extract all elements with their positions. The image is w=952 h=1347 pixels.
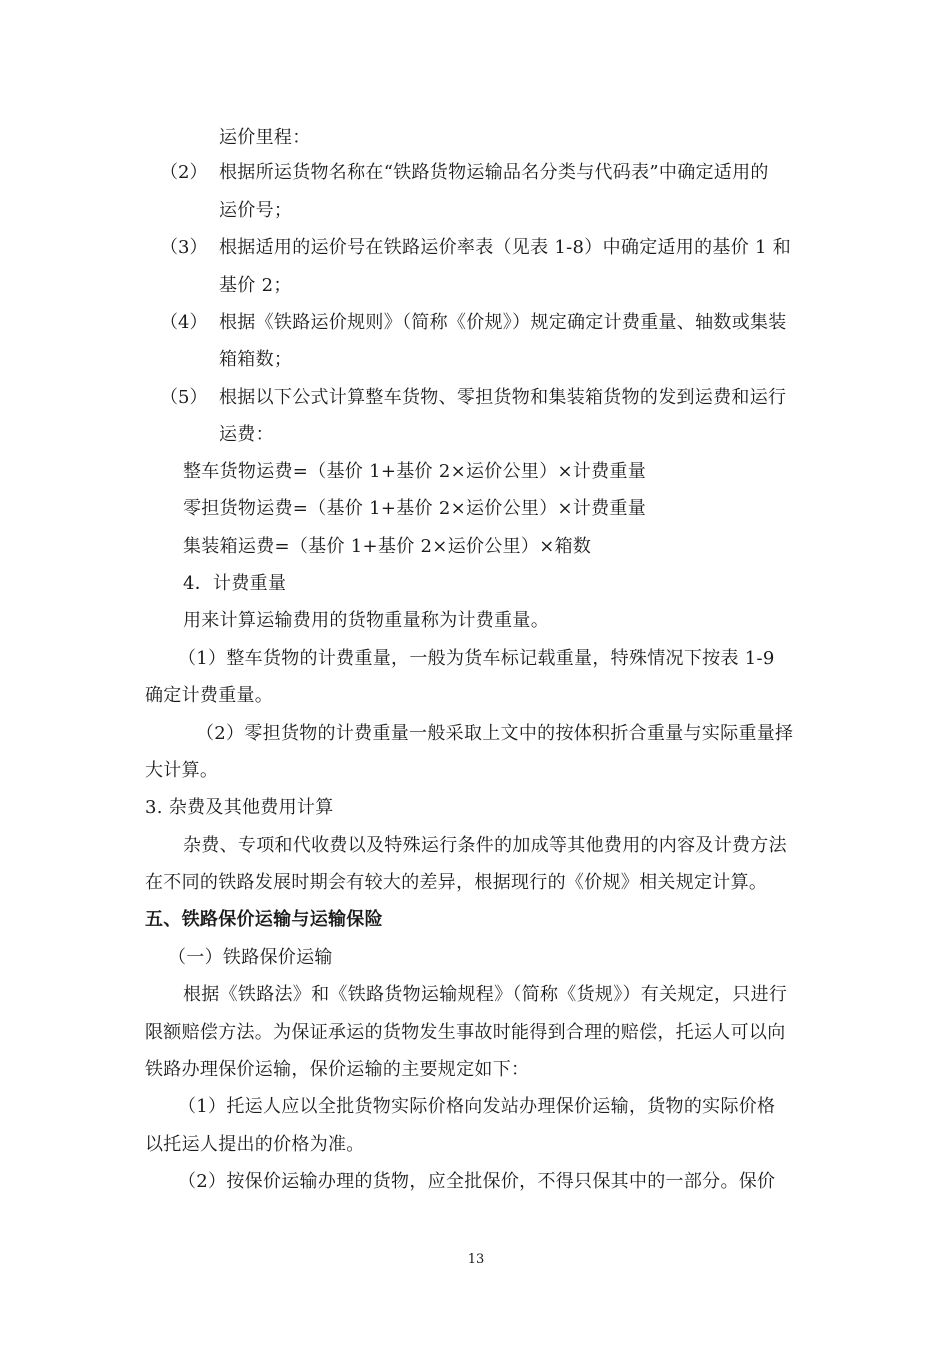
text-line: 根据适用的运价号在铁路运价率表（见表 1-8）中确定适用的基价 1 和: [219, 237, 792, 258]
formula-line: 集装箱运费=（基价 1+基价 2×运价公里）×箱数: [183, 536, 592, 557]
text-line: 运价号；: [219, 200, 293, 221]
text-line: 以托运人提出的价格为准。: [145, 1134, 365, 1155]
section-heading: 4．计费重量: [183, 573, 287, 594]
section-heading: 3. 杂费及其他费用计算: [145, 797, 334, 818]
text-line: 箱箱数；: [219, 349, 293, 370]
text-line: （2）零担货物的计费重量一般采取上文中的按体积折合重量与实际重量择: [196, 723, 794, 744]
chapter-heading: 五、铁路保价运输与运输保险: [145, 909, 383, 930]
text-line: 铁路办理保价运输，保价运输的主要规定如下：: [145, 1059, 530, 1080]
text-line: 根据以下公式计算整车货物、零担货物和集装箱货物的发到运费和运行: [219, 387, 787, 408]
list-number: （5）: [160, 387, 208, 408]
text-line: 限额赔偿方法。为保证承运的货物发生事故时能得到合理的赔偿，托运人可以向: [145, 1022, 786, 1043]
text-line: 基价 2；: [219, 275, 292, 296]
text-line: （1）整车货物的计费重量，一般为货车标记载重量，特殊情况下按表 1-9: [178, 648, 775, 669]
subsection-heading: （一）铁路保价运输: [168, 947, 333, 968]
list-number: （2）: [160, 162, 208, 183]
text-line: 大计算。: [145, 760, 219, 781]
list-number: （3）: [160, 237, 208, 258]
list-number: （4）: [160, 312, 208, 333]
formula-line: 整车货物运费=（基价 1+基价 2×运价公里）×计费重量: [183, 461, 647, 482]
text-line: 根据所运货物名称在“铁路货物运输品名分类与代码表”中确定适用的: [219, 162, 769, 183]
text-line: 根据《铁路运价规则》（简称《价规》）规定确定计费重量、轴数或集装: [219, 312, 787, 333]
text-line: 用来计算运输费用的货物重量称为计费重量。: [183, 610, 549, 631]
text-line: 在不同的铁路发展时期会有较大的差异，根据现行的《价规》相关规定计算。: [145, 872, 768, 893]
text-line: 运价里程：: [219, 127, 311, 148]
text-line: （1）托运人应以全批货物实际价格向发站办理保价运输，货物的实际价格: [178, 1096, 776, 1117]
text-line: 根据《铁路法》和《铁路货物运输规程》（简称《货规》）有关规定，只进行: [183, 984, 788, 1005]
formula-line: 零担货物运费=（基价 1+基价 2×运价公里）×计费重量: [183, 498, 647, 519]
text-line: 杂费、专项和代收费以及特殊运行条件的加成等其他费用的内容及计费方法: [183, 835, 787, 856]
text-line: 确定计费重量。: [145, 685, 274, 706]
page-number: 13: [467, 1252, 485, 1267]
text-line: 运费：: [219, 424, 274, 445]
text-line: （2）按保价运输办理的货物，应全批保价，不得只保其中的一部分。保价: [178, 1171, 776, 1192]
